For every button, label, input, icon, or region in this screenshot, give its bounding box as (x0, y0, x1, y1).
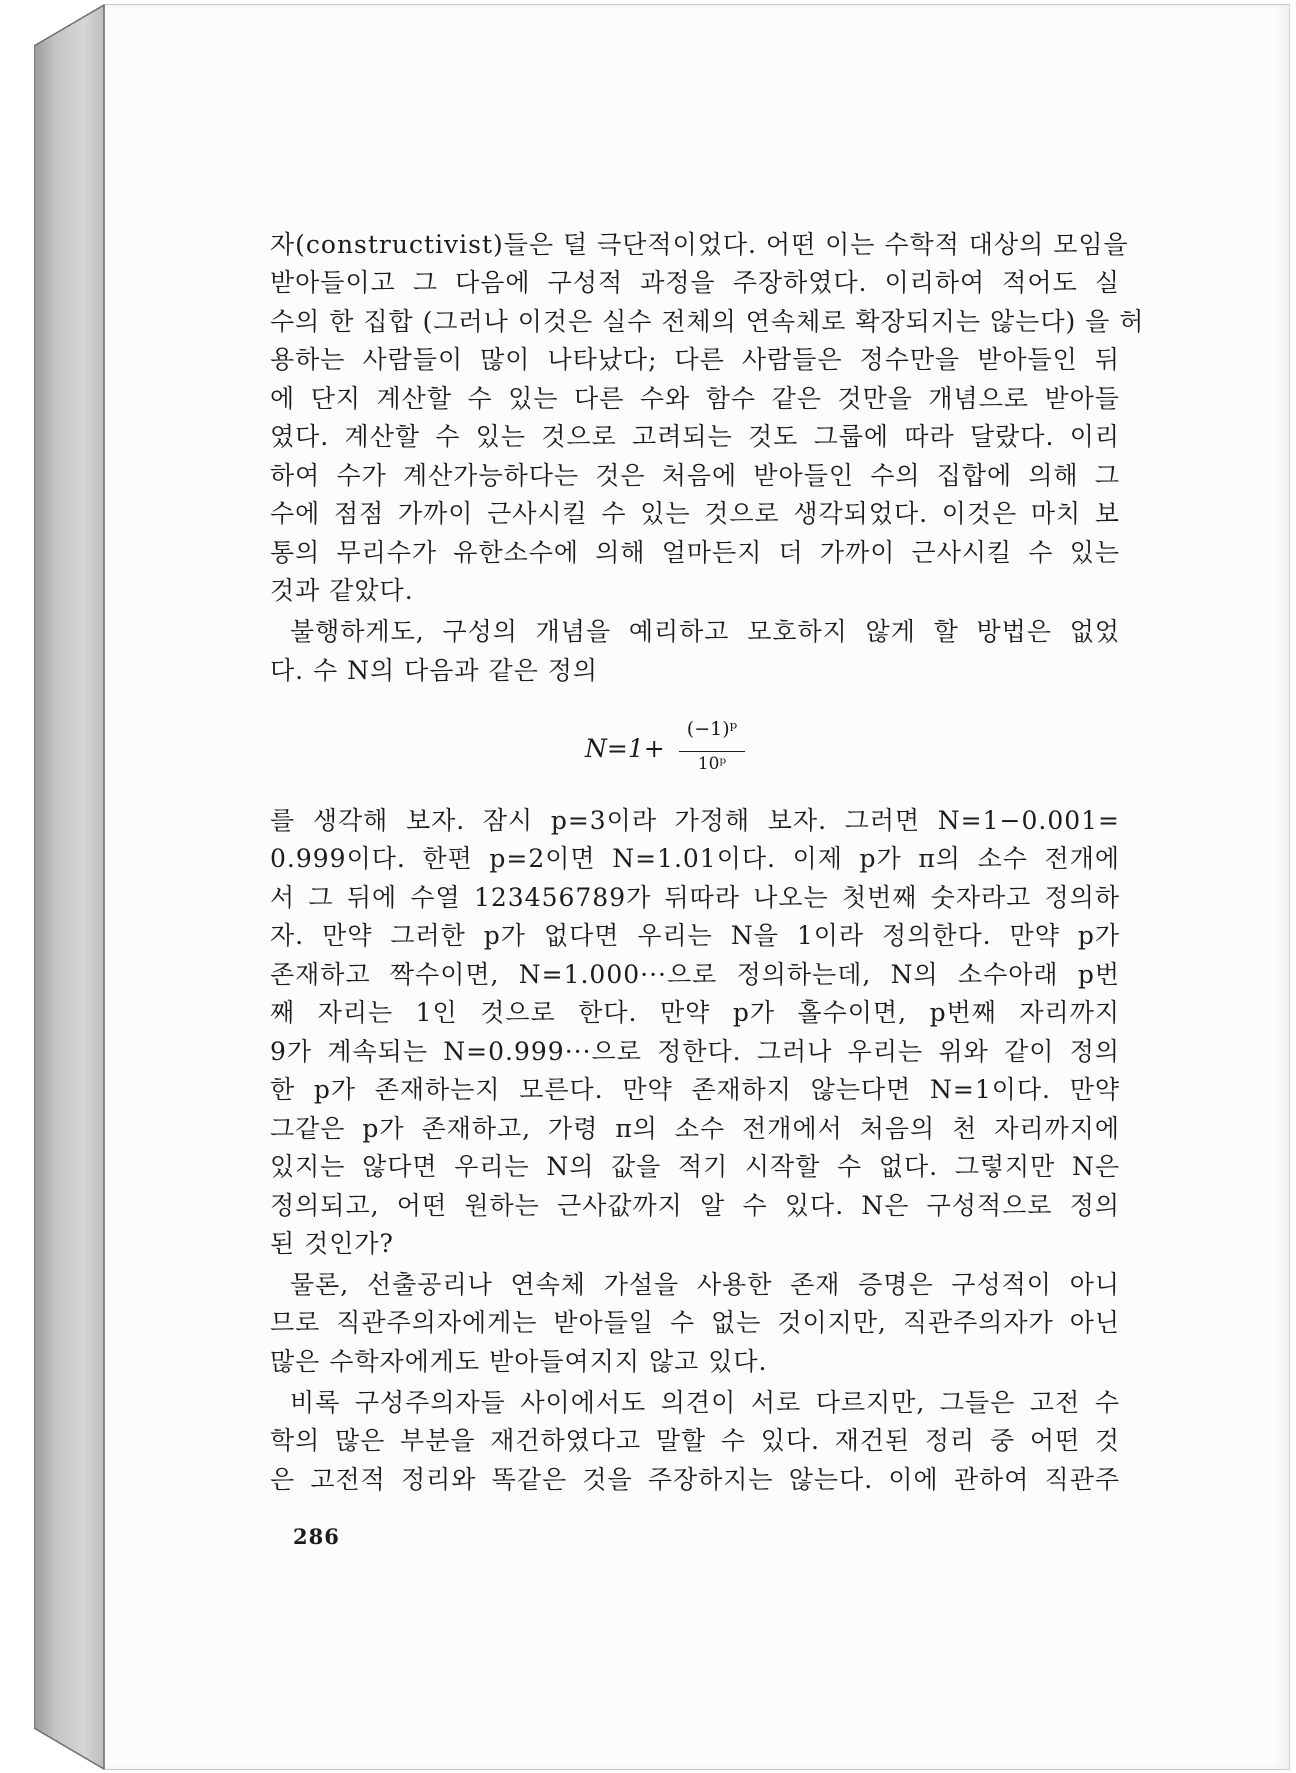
formula-n-definition (585, 718, 765, 788)
formula-lhs: N=1+ (585, 734, 665, 763)
text-line: 를 생각해 보자. 잠시 p=3이라 가정해 보자. 그러면 N=1−0.001= (270, 806, 1120, 835)
text-line: 째 자리는 1인 것으로 한다. 만약 p가 홀수이면, p번째 자리까지 (270, 998, 1120, 1027)
text-line: 수에 점점 가까이 근사시킬 수 있는 것으로 생각되었다. 이것은 마치 보 (270, 499, 1120, 528)
text-line: 통의 무리수가 유한소수에 의해 얼마든지 더 가까이 근사시킬 수 있는 (270, 538, 1120, 567)
text-line: 였다. 계산할 수 있는 것으로 고려되는 것도 그룹에 따라 달랐다. 이리 (270, 422, 1120, 451)
text-line: 므로 직관주의자에게는 받아들일 수 없는 것이지만, 직관주의자가 아닌 (270, 1308, 1120, 1337)
book-spine (34, 4, 105, 1770)
fraction-bar (679, 751, 745, 752)
text-line: 서 그 뒤에 수열 123456789가 뒤따라 나오는 첫번째 숫자라고 정의하 (270, 883, 1120, 912)
text-line: 것과 같았다. (270, 576, 414, 605)
page-number: 286 (293, 1524, 340, 1549)
text-line: 은 고전적 정리와 똑같은 것을 주장하지는 않는다. 이에 관하여 직관주 (270, 1465, 1120, 1494)
text-line: 그같은 p가 존재하고, 가령 π의 소수 전개에서 처음의 천 자리까지에 (270, 1114, 1120, 1143)
text-line: 수의 한 집합 (그러나 이것은 실수 전체의 연속체로 확장되지는 않는다) 을 허 (270, 307, 1145, 336)
text-line: 하여 수가 계산가능하다는 것은 처음에 받아들인 수의 집합에 의해 그 (270, 461, 1120, 490)
text-line: 0.999이다. 한편 p=2이면 N=1.01이다. 이제 p가 π의 소수 전개에 (270, 844, 1120, 873)
text-line: 9가 계속되는 N=0.999···으로 정한다. 그러나 우리는 위와 같이 정의 (270, 1037, 1120, 1066)
text-line: 자(constructivist)들은 덜 극단적이었다. 어떤 이는 수학적 대상의 모임을 (270, 230, 1129, 259)
text-line: 용하는 사람들이 많이 나타났다; 다른 사람들은 정수만을 받아들인 뒤 (270, 345, 1120, 374)
text-line: 한 p가 존재하는지 모른다. 만약 존재하지 않는다면 N=1이다. 만약 (270, 1075, 1120, 1104)
formula-numerator: (−1)ᵖ (686, 718, 738, 740)
text-line: 자. 만약 그러한 p가 없다면 우리는 N을 1이라 정의한다. 만약 p가 (270, 921, 1120, 950)
text-line: 많은 수학자에게도 받아들여지지 않고 있다. (270, 1347, 768, 1376)
text-line: 받아들이고 그 다음에 구성적 과정을 주장하였다. 이리하여 적어도 실 (270, 268, 1120, 297)
text-line: 학의 많은 부분을 재건하였다고 말할 수 있다. 재건된 정리 중 어떤 것 (270, 1426, 1120, 1455)
text-line: 불행하게도, 구성의 개념을 예리하고 모호하지 않게 할 방법은 없었 (290, 617, 1120, 646)
text-line: 된 것인가? (270, 1229, 394, 1258)
formula-denominator: 10ᵖ (697, 754, 727, 774)
text-line: 있지는 않다면 우리는 N의 값을 적기 시작할 수 없다. 그렇지만 N은 (270, 1152, 1120, 1181)
text-line: 비록 구성주의자들 사이에서도 의견이 서로 다르지만, 그들은 고전 수 (290, 1388, 1120, 1417)
text-line: 정의되고, 어떤 원하는 근사값까지 알 수 있다. N은 구성적으로 정의 (270, 1191, 1120, 1220)
text-line: 존재하고 짝수이면, N=1.000···으로 정의하는데, N의 소수아래 p번 (270, 960, 1120, 989)
text-line: 물론, 선출공리나 연속체 가설을 사용한 존재 증명은 구성적이 아니 (290, 1270, 1120, 1299)
text-line: 에 단지 계산할 수 있는 다른 수와 함수 같은 것만을 개념으로 받아들 (270, 384, 1120, 413)
text-line: 다. 수 N의 다음과 같은 정의 (270, 656, 599, 685)
